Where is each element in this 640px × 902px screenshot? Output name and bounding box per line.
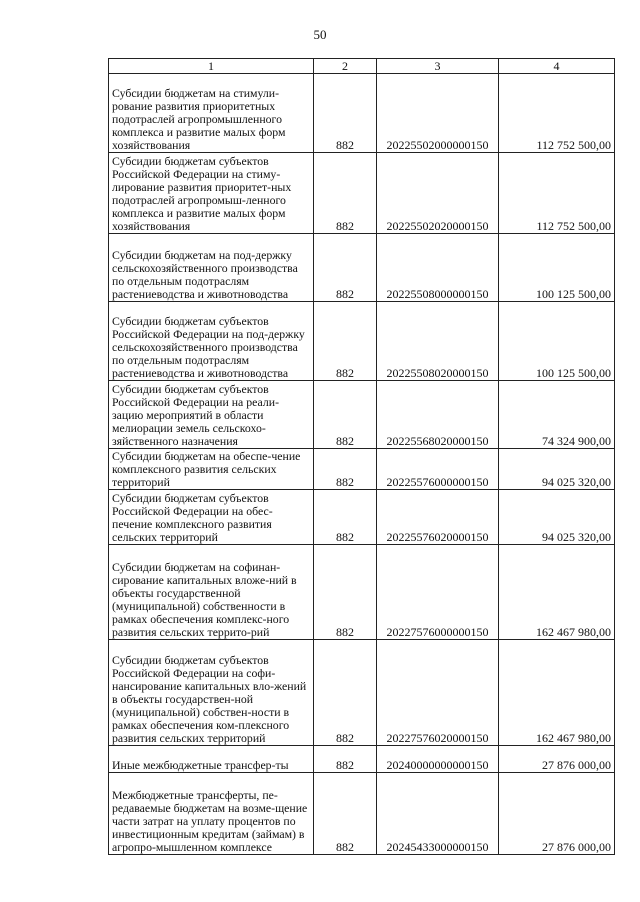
row-admin-code: 882 xyxy=(314,449,377,490)
table-row xyxy=(109,773,615,855)
table-row xyxy=(109,490,615,545)
row-admin-code: 882 xyxy=(314,640,377,746)
budget-revenue-table xyxy=(108,58,615,855)
row-name: Субсидии бюджетам на под-держку сельскохозяйственного производства по отдельным подотраслям растениеводства и животноводства xyxy=(109,234,314,302)
column-header-3: 3 xyxy=(377,59,499,74)
row-amount: 74 324 900,00 xyxy=(499,381,615,449)
row-kbk-code: 20227576020000150 xyxy=(377,640,499,746)
row-amount: 27 876 000,00 xyxy=(499,773,615,855)
table-row xyxy=(109,640,615,746)
row-amount: 162 467 980,00 xyxy=(499,545,615,640)
table-row xyxy=(109,449,615,490)
row-name: Субсидии бюджетам субъектов Российской Федерации на реали-зацию мероприятий в области мелиорации земель сельскохо-зяйственного назначения xyxy=(109,381,314,449)
table-row xyxy=(109,381,615,449)
row-amount: 112 752 500,00 xyxy=(499,153,615,234)
row-amount: 27 876 000,00 xyxy=(499,746,615,773)
row-name: Субсидии бюджетам на стимули-рование развития приоритетных подотраслей агропромышленного комплекса и развитие малых форм хозяйствования xyxy=(109,74,314,153)
row-admin-code: 882 xyxy=(314,746,377,773)
table-row xyxy=(109,746,615,773)
row-admin-code: 882 xyxy=(314,545,377,640)
row-name: Субсидии бюджетам субъектов Российской Федерации на стиму-лирование развития приоритет-ных подотраслей агропромыш-ленного комплекса и развитие малых форм хозяйствования xyxy=(109,153,314,234)
column-header-1: 1 xyxy=(109,59,314,74)
header-row xyxy=(109,59,615,74)
column-header-4: 4 xyxy=(499,59,615,74)
row-admin-code: 882 xyxy=(314,302,377,381)
row-kbk-code: 20225576000000150 xyxy=(377,449,499,490)
row-kbk-code: 20225502020000150 xyxy=(377,153,499,234)
row-kbk-code: 20245433000000150 xyxy=(377,773,499,855)
row-admin-code: 882 xyxy=(314,234,377,302)
row-amount: 100 125 500,00 xyxy=(499,234,615,302)
row-kbk-code: 20225508000000150 xyxy=(377,234,499,302)
table-row xyxy=(109,74,615,153)
row-name: Субсидии бюджетам субъектов Российской Федерации на под-держку сельскохозяйственного производства по отдельным подотраслям растениеводства и животноводства xyxy=(109,302,314,381)
row-kbk-code: 20240000000000150 xyxy=(377,746,499,773)
row-name: Субсидии бюджетам субъектов Российской Федерации на софи-нансирование капитальных вло-жений в объекты государствен-ной (муниципальной) собствен-ности в рамках обеспечения ком-плексного развития сельских территорий xyxy=(109,640,314,746)
page-number: 50 xyxy=(313,27,327,42)
row-kbk-code: 20225576020000150 xyxy=(377,490,499,545)
row-amount: 100 125 500,00 xyxy=(499,302,615,381)
row-kbk-code: 20225502000000150 xyxy=(377,74,499,153)
row-kbk-code: 20225508020000150 xyxy=(377,302,499,381)
row-name: Субсидии бюджетам субъектов Российской Федерации на обес-печение комплексного развития сельских территорий xyxy=(109,490,314,545)
row-name: Субсидии бюджетам на обеспе-чение комплексного развития сельских территорий xyxy=(109,449,314,490)
row-name: Межбюджетные трансферты, пе-редаваемые бюджетам на возме-щение части затрат на уплату процентов по инвестиционным кредитам (займам) в агропро-мышленном комплексе xyxy=(109,773,314,855)
row-admin-code: 882 xyxy=(314,381,377,449)
table-row xyxy=(109,302,615,381)
row-kbk-code: 20227576000000150 xyxy=(377,545,499,640)
row-name: Иные межбюджетные трансфер-ты xyxy=(109,746,314,773)
row-admin-code: 882 xyxy=(314,490,377,545)
row-amount: 94 025 320,00 xyxy=(499,490,615,545)
row-amount: 162 467 980,00 xyxy=(499,640,615,746)
row-admin-code: 882 xyxy=(314,153,377,234)
column-header-2: 2 xyxy=(314,59,377,74)
row-admin-code: 882 xyxy=(314,773,377,855)
table-row xyxy=(109,153,615,234)
row-admin-code: 882 xyxy=(314,74,377,153)
row-amount: 94 025 320,00 xyxy=(499,449,615,490)
row-amount: 112 752 500,00 xyxy=(499,74,615,153)
row-kbk-code: 20225568020000150 xyxy=(377,381,499,449)
table-row xyxy=(109,545,615,640)
row-name: Субсидии бюджетам на софинан-сирование капитальных вложе-ний в объекты государственной (муниципальной) собственности в рамках обеспечения комплекс-ного развития сельских террито-рий xyxy=(109,545,314,640)
table-row xyxy=(109,234,615,302)
